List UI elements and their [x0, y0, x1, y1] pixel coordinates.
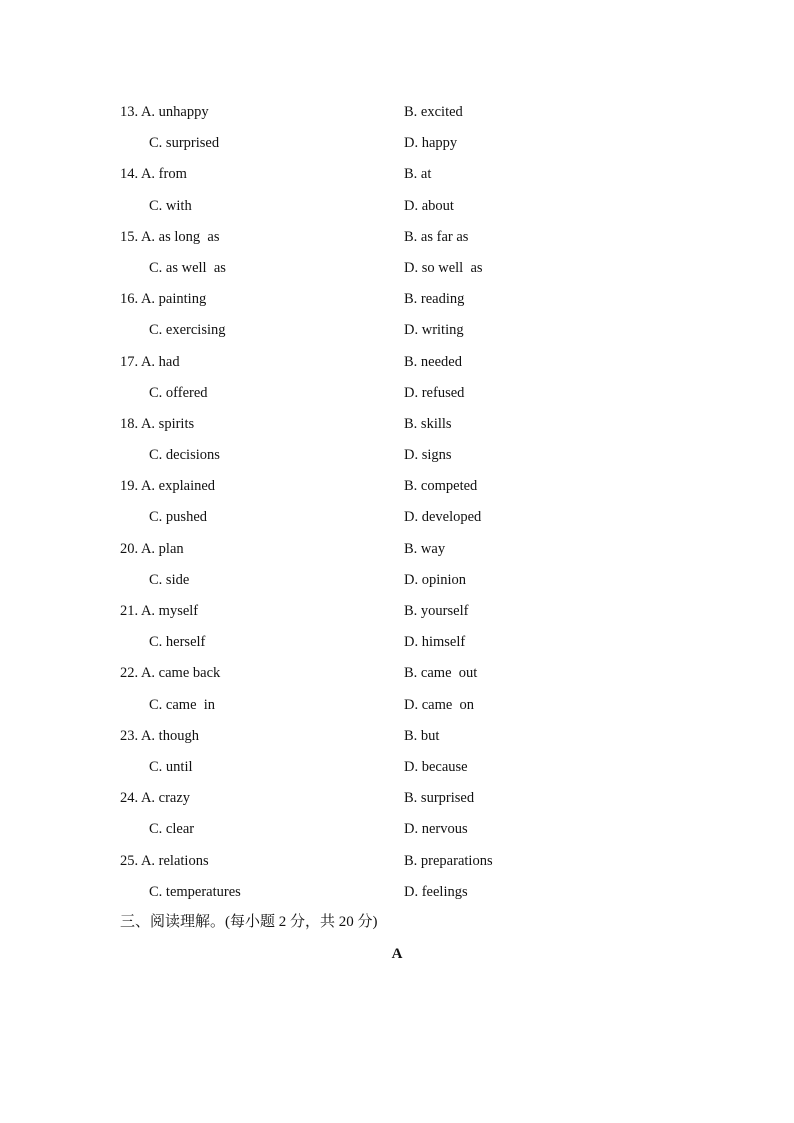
option-c: C. surprised: [149, 135, 220, 152]
option-b: B. way: [404, 540, 446, 557]
question-15-row-ab: [0, 225, 794, 256]
question-16-row-cd: [0, 318, 794, 349]
option-c: C. as well as: [149, 259, 226, 276]
option-a: 14. A. from: [120, 166, 187, 183]
cloze-question-list: [0, 100, 794, 911]
option-a: 17. A. had: [120, 353, 180, 370]
option-c: C. decisions: [149, 447, 220, 464]
option-d: D. himself: [404, 634, 466, 651]
passage-label: A: [391, 946, 403, 962]
option-d: D. refused: [404, 384, 465, 401]
question-19-row-ab: [0, 474, 794, 505]
question-22-row-cd: [0, 693, 794, 724]
option-a: 20. A. plan: [120, 540, 184, 557]
option-a: 24. A. crazy: [120, 790, 191, 807]
question-15-row-cd: [0, 256, 794, 287]
question-19-row-cd: [0, 505, 794, 536]
option-b: B. surprised: [404, 790, 475, 807]
option-b: B. reading: [404, 291, 465, 308]
option-b: B. yourself: [404, 603, 469, 619]
option-b: B. preparations: [404, 852, 493, 869]
option-c: C. clear: [149, 821, 195, 838]
question-22-row-ab: [0, 661, 794, 692]
question-17-row-ab: [0, 350, 794, 381]
question-14-row-cd: [0, 194, 794, 225]
option-a: 15. A. as long as: [120, 228, 220, 245]
option-c: C. came in: [149, 696, 216, 713]
option-d: D. about: [404, 197, 454, 214]
question-24-row-ab: [0, 786, 794, 817]
question-18-row-ab: [0, 412, 794, 443]
question-14-row-ab: [0, 162, 794, 193]
question-16-row-ab: [0, 287, 794, 318]
option-c: C. offered: [149, 384, 208, 401]
question-23-row-cd: [0, 755, 794, 786]
option-c: C. herself: [149, 634, 206, 651]
option-d: D. opinion: [404, 571, 467, 588]
option-c: C. temperatures: [149, 883, 241, 900]
option-d: D. nervous: [404, 821, 468, 838]
option-d: D. developed: [404, 509, 482, 526]
option-d: D. came on: [404, 696, 475, 713]
question-21-row-cd: [0, 630, 794, 661]
option-b: B. competed: [404, 478, 478, 495]
option-a: 13. A. unhappy: [120, 104, 209, 120]
question-24-row-cd: [0, 817, 794, 848]
option-c: C. until: [149, 758, 193, 775]
option-b: B. as far as: [404, 228, 469, 245]
option-d: D. happy: [404, 135, 458, 152]
option-a: 18. A. spirits: [120, 415, 195, 432]
option-a: 25. A. relations: [120, 852, 209, 869]
option-a: 19. A. explained: [120, 478, 216, 495]
option-d: D. so well as: [404, 259, 483, 276]
option-b: B. but: [404, 727, 440, 744]
option-a: 16. A. painting: [120, 291, 207, 308]
option-a: 21. A. myself: [120, 603, 199, 619]
option-c: C. exercising: [149, 322, 226, 339]
option-b: B. came out: [404, 665, 478, 682]
question-13-row-ab: [0, 100, 794, 131]
question-20-row-cd: [0, 568, 794, 599]
question-13-row-cd: [0, 131, 794, 162]
option-d: D. feelings: [404, 883, 468, 900]
option-b: B. at: [404, 166, 432, 183]
option-c: C. with: [149, 197, 192, 214]
question-25-row-ab: [0, 849, 794, 880]
option-a: 23. A. though: [120, 727, 199, 744]
question-23-row-ab: [0, 724, 794, 755]
option-b: B. excited: [404, 104, 463, 120]
option-b: B. needed: [404, 353, 462, 370]
option-c: C. pushed: [149, 509, 207, 526]
option-d: D. writing: [404, 322, 464, 339]
question-20-row-ab: [0, 537, 794, 568]
option-c: C. side: [149, 571, 190, 588]
question-25-row-cd: [0, 880, 794, 911]
option-b: B. skills: [404, 415, 452, 432]
option-d: D. signs: [404, 447, 452, 464]
option-a: 22. A. came back: [120, 665, 221, 682]
question-17-row-cd: [0, 381, 794, 412]
option-d: D. because: [404, 758, 468, 775]
question-21-row-ab: [0, 599, 794, 630]
reading-section-heading: 三、阅读理解。(每小题 2 分，共 20 分): [120, 914, 378, 930]
question-18-row-cd: [0, 443, 794, 474]
